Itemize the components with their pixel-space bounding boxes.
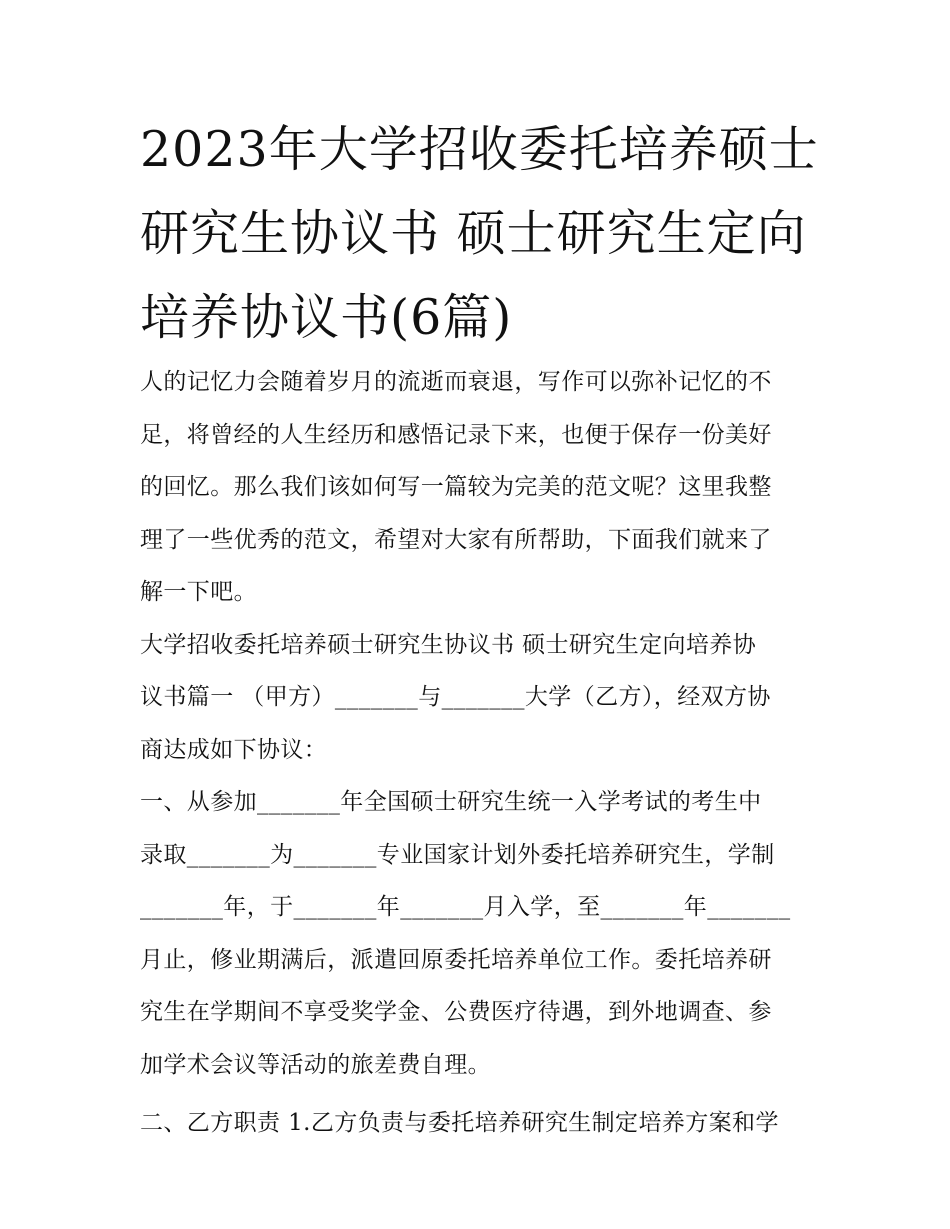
text-line: 足，将曾经的人生经历和感悟记录下来，也便于保存一份美好 — [140, 421, 772, 448]
agreement-heading-paragraph — [140, 619, 820, 777]
clause-two-paragraph — [140, 1097, 820, 1150]
text-line: 的回忆。那么我们该如何写一篇较为完美的范文呢？这里我整 — [140, 474, 772, 500]
text-line: _______年，于_______年_______月入学，至_______年_______ — [140, 894, 791, 920]
text-line: 录取_______为_______专业国家计划外委托培养研究生，学制 — [140, 841, 775, 868]
text-line: 商达成如下协议： — [140, 736, 328, 763]
title-line-1: 2023年大学招收委托培养硕士 — [140, 121, 819, 178]
text-line: 究生在学期间不享受奖学金、公费医疗待遇，到外地调查、参 — [140, 999, 772, 1025]
text-line: 二、乙方职责 1.乙方负责与委托培养研究生制定培养方案和学 — [140, 1110, 779, 1136]
text-line: 月止，修业期满后，派遣回原委托培养单位工作。委托培养研 — [140, 946, 772, 973]
text-line: 议书篇一 （甲方）_______与_______大学（乙方），经双方协 — [140, 684, 771, 710]
title-line-2: 研究生协议书 硕士研究生定向 — [140, 205, 807, 262]
intro-paragraph — [140, 356, 820, 619]
text-line: 理了一些优秀的范文，希望对大家有所帮助，下面我们就来了 — [140, 526, 772, 553]
document-title — [140, 108, 820, 360]
text-line: 解一下吧。 — [140, 579, 257, 605]
document-body — [140, 356, 820, 1150]
text-line: 人的记忆力会随着岁月的流逝而衰退，写作可以弥补记忆的不 — [140, 369, 772, 395]
text-line: 加学术会议等活动的旅差费自理。 — [140, 1051, 491, 1078]
title-line-3: 培养协议书(6篇) — [140, 289, 513, 346]
text-line: 大学招收委托培养硕士研究生协议书 硕士研究生定向培养协 — [140, 631, 757, 658]
text-line: 一、从参加_______年全国硕士研究生统一入学考试的考生中 — [140, 789, 762, 815]
clause-one-paragraph — [140, 776, 820, 1091]
